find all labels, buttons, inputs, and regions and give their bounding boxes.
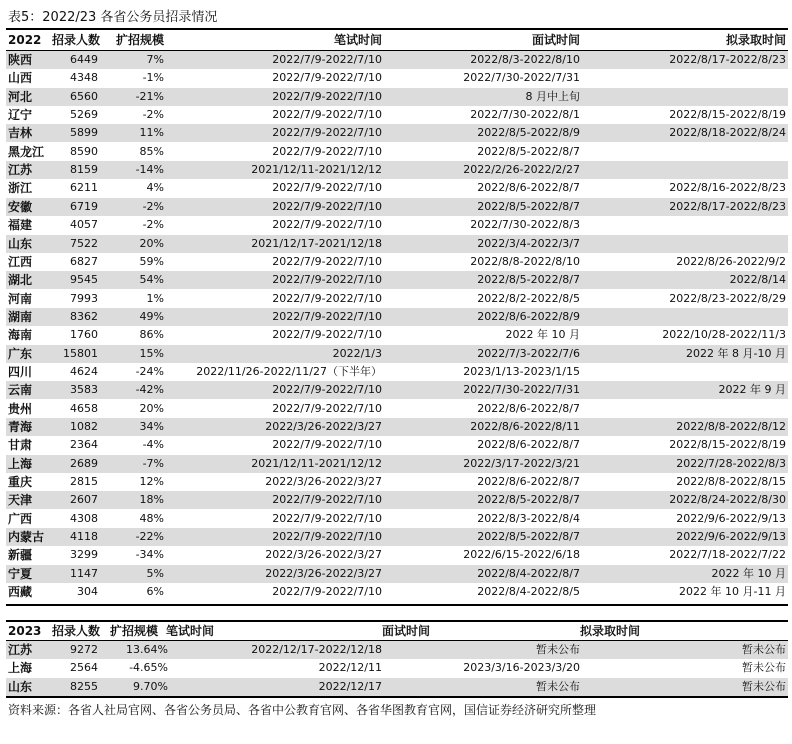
table-row <box>6 69 788 87</box>
table-row <box>6 473 788 491</box>
growth-cell: 85% <box>139 144 164 158</box>
written-cell: 2022/12/17-2022/12/18 <box>251 643 382 656</box>
table-row <box>6 381 788 399</box>
written-cell: 2022/7/9-2022/7/10 <box>272 199 382 213</box>
province-cell: 重庆 <box>8 475 33 490</box>
written-cell: 2022/7/9-2022/7/10 <box>272 291 382 305</box>
province-cell: 山东 <box>8 236 33 251</box>
interview-cell: 2022/8/6-2022/8/7 <box>477 475 580 489</box>
growth-cell: 18% <box>139 493 164 507</box>
count-cell: 2564 <box>70 661 98 675</box>
count-cell: 4057 <box>70 218 98 232</box>
province-cell: 安徽 <box>8 199 33 214</box>
written-cell: 2022/7/9-2022/7/10 <box>272 71 382 85</box>
interview-cell: 2022/8/5-2022/8/7 <box>477 493 580 507</box>
count-cell: 8255 <box>70 679 98 693</box>
interview-cell: 暂未公布 <box>536 679 580 693</box>
interview-cell: 2022/7/30-2022/7/31 <box>463 383 580 397</box>
province-cell: 西藏 <box>8 585 33 600</box>
count-cell: 4348 <box>70 71 98 85</box>
count-cell: 5269 <box>70 108 98 122</box>
written-cell: 2022/7/9-2022/7/10 <box>272 181 382 195</box>
interview-cell: 2022/7/3-2022/7/6 <box>477 346 580 360</box>
table-row <box>6 290 788 308</box>
count-cell: 5899 <box>70 126 98 140</box>
province-cell: 新疆 <box>8 548 33 563</box>
table-title: 表5：2022/23 各省公务员招录情况 <box>8 10 218 25</box>
growth-cell: 9.70% <box>133 679 168 693</box>
written-cell: 2022/12/11 <box>318 661 382 675</box>
table-row <box>6 345 788 363</box>
written-cell: 2022/3/26-2022/3/27 <box>265 548 382 562</box>
bottom-rule-2022 <box>6 604 788 606</box>
result-cell: 2022/8/15-2022/8/19 <box>669 438 786 452</box>
count-cell: 1760 <box>70 328 98 342</box>
written-cell: 2022/7/9-2022/7/10 <box>272 218 382 232</box>
table-row <box>6 308 788 326</box>
interview-cell: 2022/7/30-2022/7/31 <box>463 71 580 85</box>
growth-cell: -4% <box>142 438 164 452</box>
interview-cell: 2022/8/8-2022/8/10 <box>470 254 580 268</box>
table-row <box>6 198 788 216</box>
growth-cell: -24% <box>135 364 164 378</box>
province-cell: 浙江 <box>8 181 33 196</box>
interview-cell: 2022/8/3-2022/8/10 <box>470 53 580 66</box>
growth-cell: -21% <box>135 89 164 103</box>
table-row <box>6 659 788 677</box>
result-cell: 2022/8/15-2022/8/19 <box>669 108 786 122</box>
count-cell: 9545 <box>70 273 98 287</box>
count-cell: 4658 <box>70 401 98 415</box>
growth-cell: 6% <box>146 585 164 599</box>
result-cell: 2022/8/18-2022/8/24 <box>669 126 786 140</box>
table-2023-header <box>6 622 788 640</box>
header-result-2023: 拟录取时间 <box>580 624 641 638</box>
count-cell: 6827 <box>70 254 98 268</box>
result-cell: 暂未公布 <box>742 661 786 675</box>
interview-cell: 2022/7/30-2022/8/1 <box>470 108 580 122</box>
count-cell: 2689 <box>70 456 98 470</box>
table-row <box>6 51 788 69</box>
count-cell: 4624 <box>70 364 98 378</box>
growth-cell: -14% <box>135 163 164 177</box>
province-cell: 四川 <box>8 364 33 379</box>
top-rule <box>6 28 788 30</box>
province-cell: 黑龙江 <box>8 144 45 159</box>
count-cell: 304 <box>77 585 98 599</box>
written-cell: 2022/7/9-2022/7/10 <box>272 53 382 66</box>
result-cell: 2022/7/18-2022/7/22 <box>669 548 786 562</box>
interview-cell: 2022/8/3-2022/8/4 <box>477 511 580 525</box>
bottom-rule-2023 <box>6 696 788 698</box>
header-count: 招录人数 <box>52 33 101 47</box>
result-cell: 2022 年 9 月 <box>718 383 786 397</box>
province-cell: 江苏 <box>8 163 33 178</box>
written-cell: 2022/7/9-2022/7/10 <box>272 108 382 122</box>
table-row <box>6 418 788 436</box>
interview-cell: 2022/8/6-2022/8/9 <box>477 309 580 323</box>
province-cell: 江西 <box>8 254 33 269</box>
table-row <box>6 124 788 142</box>
written-cell: 2021/12/11-2021/12/12 <box>251 163 382 177</box>
written-cell: 2022/7/9-2022/7/10 <box>272 254 382 268</box>
province-cell: 宁夏 <box>8 566 33 581</box>
growth-cell: 54% <box>139 273 164 287</box>
growth-cell: -34% <box>135 548 164 562</box>
count-cell: 9272 <box>70 643 98 656</box>
province-cell: 天津 <box>8 493 33 508</box>
growth-cell: -42% <box>135 383 164 397</box>
written-cell: 2021/12/17-2021/12/18 <box>251 236 382 250</box>
province-cell: 广东 <box>8 346 33 361</box>
province-cell: 河南 <box>8 291 33 306</box>
written-cell: 2022/7/9-2022/7/10 <box>272 309 382 323</box>
table-row <box>6 455 788 473</box>
result-cell: 2022/8/8-2022/8/15 <box>676 475 786 489</box>
result-cell: 2022/8/8-2022/8/12 <box>676 420 786 433</box>
header-written-2023: 笔试时间 <box>166 624 215 638</box>
count-cell: 8590 <box>70 144 98 158</box>
result-cell: 2022/8/16-2022/8/23 <box>669 181 786 195</box>
interview-cell: 2022/8/6-2022/8/7 <box>477 438 580 452</box>
province-cell: 吉林 <box>8 126 33 141</box>
table-row <box>6 565 788 583</box>
table-row <box>6 641 788 659</box>
result-cell: 2022/9/6-2022/9/13 <box>676 530 786 544</box>
count-cell: 4118 <box>70 530 98 544</box>
growth-cell: 13.64% <box>126 643 168 656</box>
written-cell: 2022/11/26-2022/11/27（下半年） <box>196 364 382 378</box>
interview-cell: 2022/2/26-2022/2/27 <box>463 163 580 177</box>
province-cell: 贵州 <box>8 401 33 416</box>
count-cell: 2607 <box>70 493 98 507</box>
written-cell: 2022/7/9-2022/7/10 <box>272 328 382 342</box>
growth-cell: -2% <box>142 199 164 213</box>
growth-cell: 20% <box>139 236 164 250</box>
header-written: 笔试时间 <box>333 33 382 47</box>
result-cell: 2022 年 10 月-11 月 <box>679 585 786 599</box>
header-year-2023: 2023 <box>8 624 42 638</box>
count-cell: 3583 <box>70 383 98 397</box>
growth-cell: 5% <box>146 566 164 580</box>
table-row <box>6 326 788 344</box>
province-cell: 福建 <box>8 218 33 233</box>
written-cell: 2022/3/26-2022/3/27 <box>265 475 382 489</box>
interview-cell: 2022/8/5-2022/8/7 <box>477 530 580 544</box>
count-cell: 15801 <box>63 346 98 360</box>
result-cell: 2022/8/17-2022/8/23 <box>669 53 786 66</box>
interview-cell: 2022/3/17-2022/3/21 <box>463 456 580 470</box>
table-row <box>6 179 788 197</box>
result-cell: 2022/7/28-2022/8/3 <box>676 456 786 470</box>
table-row <box>6 143 788 161</box>
province-cell: 甘肃 <box>8 438 33 453</box>
interview-cell: 2022/6/15-2022/6/18 <box>463 548 580 562</box>
result-cell: 2022/8/17-2022/8/23 <box>669 199 786 213</box>
result-cell: 2022/8/23-2022/8/29 <box>669 291 786 305</box>
count-cell: 6560 <box>70 89 98 103</box>
written-cell: 2022/12/17 <box>318 679 382 693</box>
written-cell: 2022/7/9-2022/7/10 <box>272 144 382 158</box>
interview-cell: 2022/8/6-2022/8/11 <box>470 420 580 433</box>
growth-cell: -1% <box>142 71 164 85</box>
table-row <box>6 235 788 253</box>
interview-cell: 2022/8/5-2022/8/7 <box>477 199 580 213</box>
count-cell: 3299 <box>70 548 98 562</box>
written-cell: 2022/1/3 <box>332 346 382 360</box>
result-cell: 2022 年 8 月-10 月 <box>686 346 786 360</box>
growth-cell: 86% <box>139 328 164 342</box>
interview-cell: 2022/8/6-2022/8/7 <box>477 181 580 195</box>
source-note: 资料来源：各省人社局官网、各省公务员局、各省中公教育官网、各省华图教育官网，国信证券经济研究所整理 <box>8 703 597 717</box>
header-count-2023: 招录人数 <box>52 624 101 638</box>
written-cell: 2022/7/9-2022/7/10 <box>272 438 382 452</box>
count-cell: 8159 <box>70 163 98 177</box>
interview-cell: 2023/3/16-2023/3/20 <box>463 661 580 675</box>
header-year: 2022 <box>8 33 42 47</box>
table-row <box>6 363 788 381</box>
growth-cell: 7% <box>146 53 164 66</box>
province-cell: 海南 <box>8 328 33 343</box>
growth-cell: -2% <box>142 218 164 232</box>
count-cell: 6211 <box>70 181 98 195</box>
interview-cell: 2022/3/4-2022/3/7 <box>477 236 580 250</box>
province-cell: 辽宁 <box>8 108 33 123</box>
count-cell: 1147 <box>70 566 98 580</box>
count-cell: 1082 <box>70 420 98 433</box>
result-cell: 2022/9/6-2022/9/13 <box>676 511 786 525</box>
interview-cell: 2022/8/5-2022/8/9 <box>477 126 580 140</box>
table-row <box>6 491 788 509</box>
province-cell: 内蒙古 <box>8 530 45 545</box>
table-row <box>6 88 788 106</box>
header-result: 拟录取时间 <box>725 33 786 47</box>
interview-cell: 2022/8/2-2022/8/5 <box>477 291 580 305</box>
written-cell: 2022/7/9-2022/7/10 <box>272 401 382 415</box>
province-cell: 河北 <box>8 89 33 104</box>
written-cell: 2022/7/9-2022/7/10 <box>272 493 382 507</box>
header-growth: 扩招规模 <box>116 33 165 47</box>
count-cell: 6449 <box>70 53 98 66</box>
table-row <box>6 253 788 271</box>
header-growth-2023: 扩招规模 <box>110 624 159 638</box>
table-row <box>6 106 788 124</box>
growth-cell: 12% <box>139 475 164 489</box>
count-cell: 2364 <box>70 438 98 452</box>
interview-cell: 2022/8/4-2022/8/7 <box>477 566 580 580</box>
table-row <box>6 528 788 546</box>
interview-cell: 2022/7/30-2022/8/3 <box>470 218 580 232</box>
growth-cell: 4% <box>146 181 164 195</box>
growth-cell: 59% <box>139 254 164 268</box>
growth-cell: 34% <box>139 420 164 433</box>
written-cell: 2022/7/9-2022/7/10 <box>272 383 382 397</box>
header-interview-2023: 面试时间 <box>382 624 431 638</box>
growth-cell: 11% <box>139 126 164 140</box>
growth-cell: -4.65% <box>129 661 168 675</box>
growth-cell: -7% <box>142 456 164 470</box>
growth-cell: 1% <box>146 291 164 305</box>
written-cell: 2021/12/11-2021/12/12 <box>251 456 382 470</box>
count-cell: 6719 <box>70 199 98 213</box>
interview-cell: 8 月中上旬 <box>525 89 580 103</box>
growth-cell: -2% <box>142 108 164 122</box>
growth-cell: 48% <box>139 511 164 525</box>
count-cell: 8362 <box>70 309 98 323</box>
count-cell: 2815 <box>70 475 98 489</box>
province-cell: 上海 <box>8 456 33 471</box>
count-cell: 7993 <box>70 291 98 305</box>
result-cell: 2022 年 10 月 <box>711 566 786 580</box>
written-cell: 2022/7/9-2022/7/10 <box>272 511 382 525</box>
province-cell: 湖南 <box>8 309 33 324</box>
written-cell: 2022/7/9-2022/7/10 <box>272 273 382 287</box>
province-cell: 山东 <box>8 679 33 694</box>
province-cell: 云南 <box>8 383 33 398</box>
count-cell: 7522 <box>70 236 98 250</box>
interview-cell: 2023/1/13-2023/1/15 <box>463 364 580 378</box>
table-row <box>6 400 788 418</box>
province-cell: 江苏 <box>8 643 33 657</box>
result-cell: 2022/8/14 <box>729 273 786 287</box>
table-2022-header <box>6 31 788 49</box>
result-cell: 2022/10/28-2022/11/3 <box>662 328 786 342</box>
written-cell: 2022/3/26-2022/3/27 <box>265 420 382 433</box>
result-cell: 暂未公布 <box>742 643 786 656</box>
interview-cell: 2022/8/5-2022/8/7 <box>477 273 580 287</box>
interview-cell: 暂未公布 <box>536 643 580 656</box>
table-row <box>6 271 788 289</box>
written-cell: 2022/7/9-2022/7/10 <box>272 530 382 544</box>
interview-cell: 2022 年 10 月 <box>505 328 580 342</box>
result-cell: 2022/8/24-2022/8/30 <box>669 493 786 507</box>
interview-cell: 2022/8/4-2022/8/5 <box>477 585 580 599</box>
province-cell: 青海 <box>8 420 33 434</box>
province-cell: 广西 <box>8 511 33 526</box>
written-cell: 2022/7/9-2022/7/10 <box>272 585 382 599</box>
table-row <box>6 436 788 454</box>
result-cell: 暂未公布 <box>742 679 786 693</box>
growth-cell: 15% <box>139 346 164 360</box>
interview-cell: 2022/8/6-2022/8/7 <box>477 401 580 415</box>
province-cell: 陕西 <box>8 53 33 67</box>
table-row <box>6 510 788 528</box>
growth-cell: 49% <box>139 309 164 323</box>
table-row <box>6 583 788 601</box>
written-cell: 2022/7/9-2022/7/10 <box>272 89 382 103</box>
table-row <box>6 161 788 179</box>
province-cell: 上海 <box>8 661 33 676</box>
growth-cell: -22% <box>135 530 164 544</box>
count-cell: 4308 <box>70 511 98 525</box>
header-interview: 面试时间 <box>531 33 580 47</box>
table-row <box>6 678 788 696</box>
interview-cell: 2022/8/5-2022/8/7 <box>477 144 580 158</box>
written-cell: 2022/3/26-2022/3/27 <box>265 566 382 580</box>
province-cell: 湖北 <box>8 273 33 288</box>
growth-cell: 20% <box>139 401 164 415</box>
table-row <box>6 216 788 234</box>
result-cell: 2022/8/26-2022/9/2 <box>676 254 786 268</box>
written-cell: 2022/7/9-2022/7/10 <box>272 126 382 140</box>
province-cell: 山西 <box>8 71 33 86</box>
table-row <box>6 546 788 564</box>
